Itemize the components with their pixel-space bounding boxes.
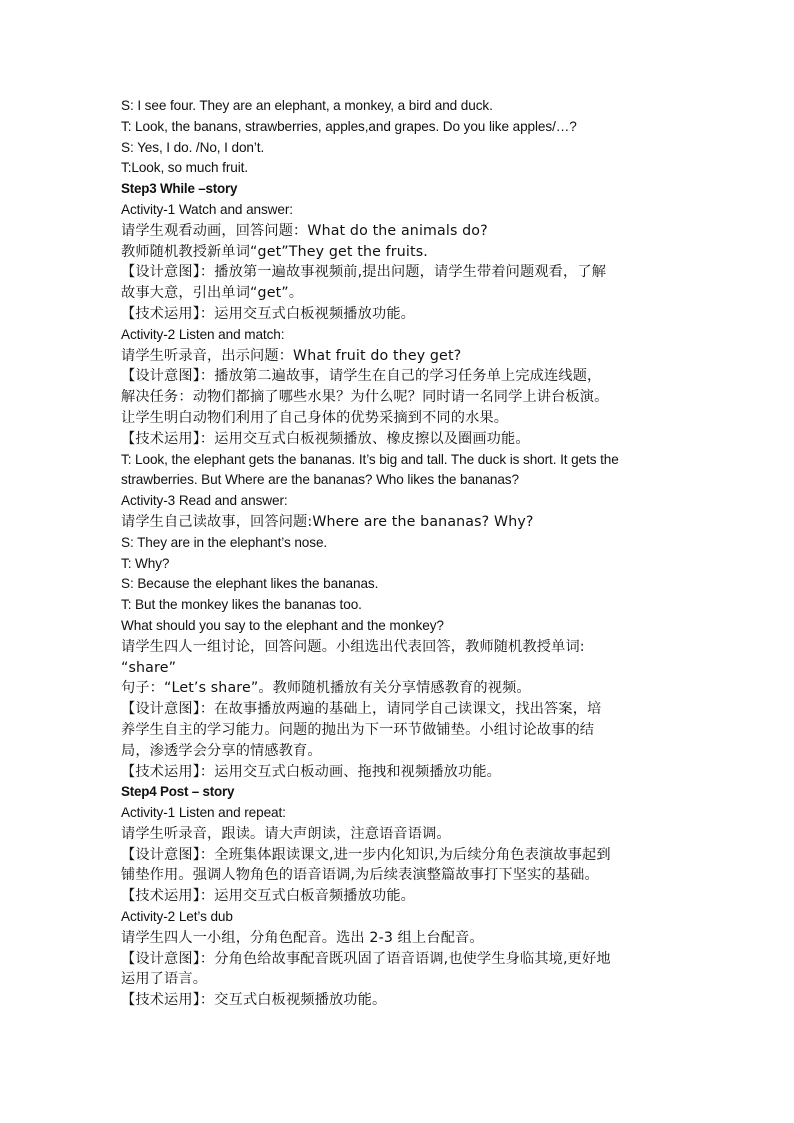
text-line: 【技术运用】：运用交互式白板视频播放、橡皮擦以及圈画功能。 [121,430,530,447]
section-heading: Step3 While –story [121,181,238,197]
text-line: S: They are in the elephant’s nose. [121,534,328,550]
text-line: Activity-1 Watch and answer: [121,201,293,217]
text-line: 请学生四人一组讨论，回答问题。小组选出代表回答，教师随机教授单词: [121,638,585,655]
section-heading: Step4 Post – story [121,784,235,800]
text-line: S: Yes, I do. /No, I don’t. [121,139,265,155]
text-line: 教师随机教授新单词“get”They get the fruits. [121,243,428,260]
text-line: S: I see four. They are an elephant, a monkey, a bird and duck. [121,98,493,113]
text-line: T: Look, the banans, strawberries, apples,and grapes. Do you like apples/…? [121,118,577,134]
text-line: T: But the monkey likes the bananas too. [121,597,362,613]
text-line: What should you say to the elephant and the monkey? [121,617,444,633]
text-line: 请学生听录音，出示问题：What fruit do they get? [121,347,462,364]
text-line: 局，渗透学会分享的情感教育。 [121,742,322,759]
text-line: strawberries. But Where are the bananas? Who likes the bananas? [121,472,519,488]
text-line: T: Look, the elephant gets the bananas. It’s big and tall. The duck is short. It gets the [121,451,619,467]
text-line: S: Because the elephant likes the bananas. [121,576,379,592]
text-line: 解决任务：动物们都摘了哪些水果？为什么呢？同时请一名同学上讲台板演。 [121,389,609,406]
text-line: 请学生自己读故事，回答问题:Where are the bananas? Why? [121,513,534,530]
text-line: 故事大意，引出单词“get”。 [121,285,304,302]
text-line: 铺垫作用。强调人物角色的语音语调,为后续表演整篇故事打下坚实的基础。 [121,867,599,884]
text-line: 【设计意图】：分角色给故事配音既巩固了语音语调,也使学生身临其境,更好地 [121,950,611,967]
text-line: Activity-2 Let’s dub [121,909,233,925]
text-line: 【技术运用】：运用交互式白板动画、拖拽和视频播放功能。 [121,763,502,780]
text-line: Activity-2 Listen and match: [121,326,285,342]
text-line: T:Look, so much fruit. [121,160,248,176]
text-line: “share” [121,659,177,676]
text-line: 运用了语言。 [121,971,208,988]
text-line: 【设计意图】：播放第二遍故事，请学生在自己的学习任务单上完成连线题， [121,368,602,385]
text-line: 句子：“Let’s share”。教师随机播放有关分享情感教育的视频。 [121,680,531,697]
text-line: T: Why? [121,555,170,571]
document-page [121,96,681,1011]
text-line: Activity-1 Listen and repeat: [121,805,286,821]
text-line: 【技术运用】：运用交互式白板音频播放功能。 [121,888,415,905]
text-line: 请学生四人一小组，分角色配音。选出 2-3 组上台配音。 [121,929,484,946]
text-line: 【设计意图】：播放第一遍故事视频前,提出问题，请学生带着问题观看，了解 [121,264,607,281]
text-line: 【设计意图】：在故事播放两遍的基础上，请同学自己读课文，找出答案，培 [121,701,602,718]
text-line: 请学生观看动画，回答问题：What do the animals do? [121,222,488,239]
text-line: 【技术运用】：运用交互式白板视频播放功能。 [121,305,415,322]
text-line: 请学生听录音，跟读。请大声朗读，注意语音语调。 [121,825,451,842]
text-line: 让学生明白动物们利用了自己身体的优势采摘到不同的水果。 [121,409,509,426]
text-line: Activity-3 Read and answer: [121,493,288,509]
text-line: 【技术运用】：交互式白板视频播放功能。 [121,992,387,1009]
text-line: 养学生自主的学习能力。问题的抛出为下一环节做铺垫。小组讨论故事的结 [121,721,595,738]
text-line: 【设计意图】：全班集体跟读课文,进一步内化知识,为后续分角色表演故事起到 [121,846,611,863]
